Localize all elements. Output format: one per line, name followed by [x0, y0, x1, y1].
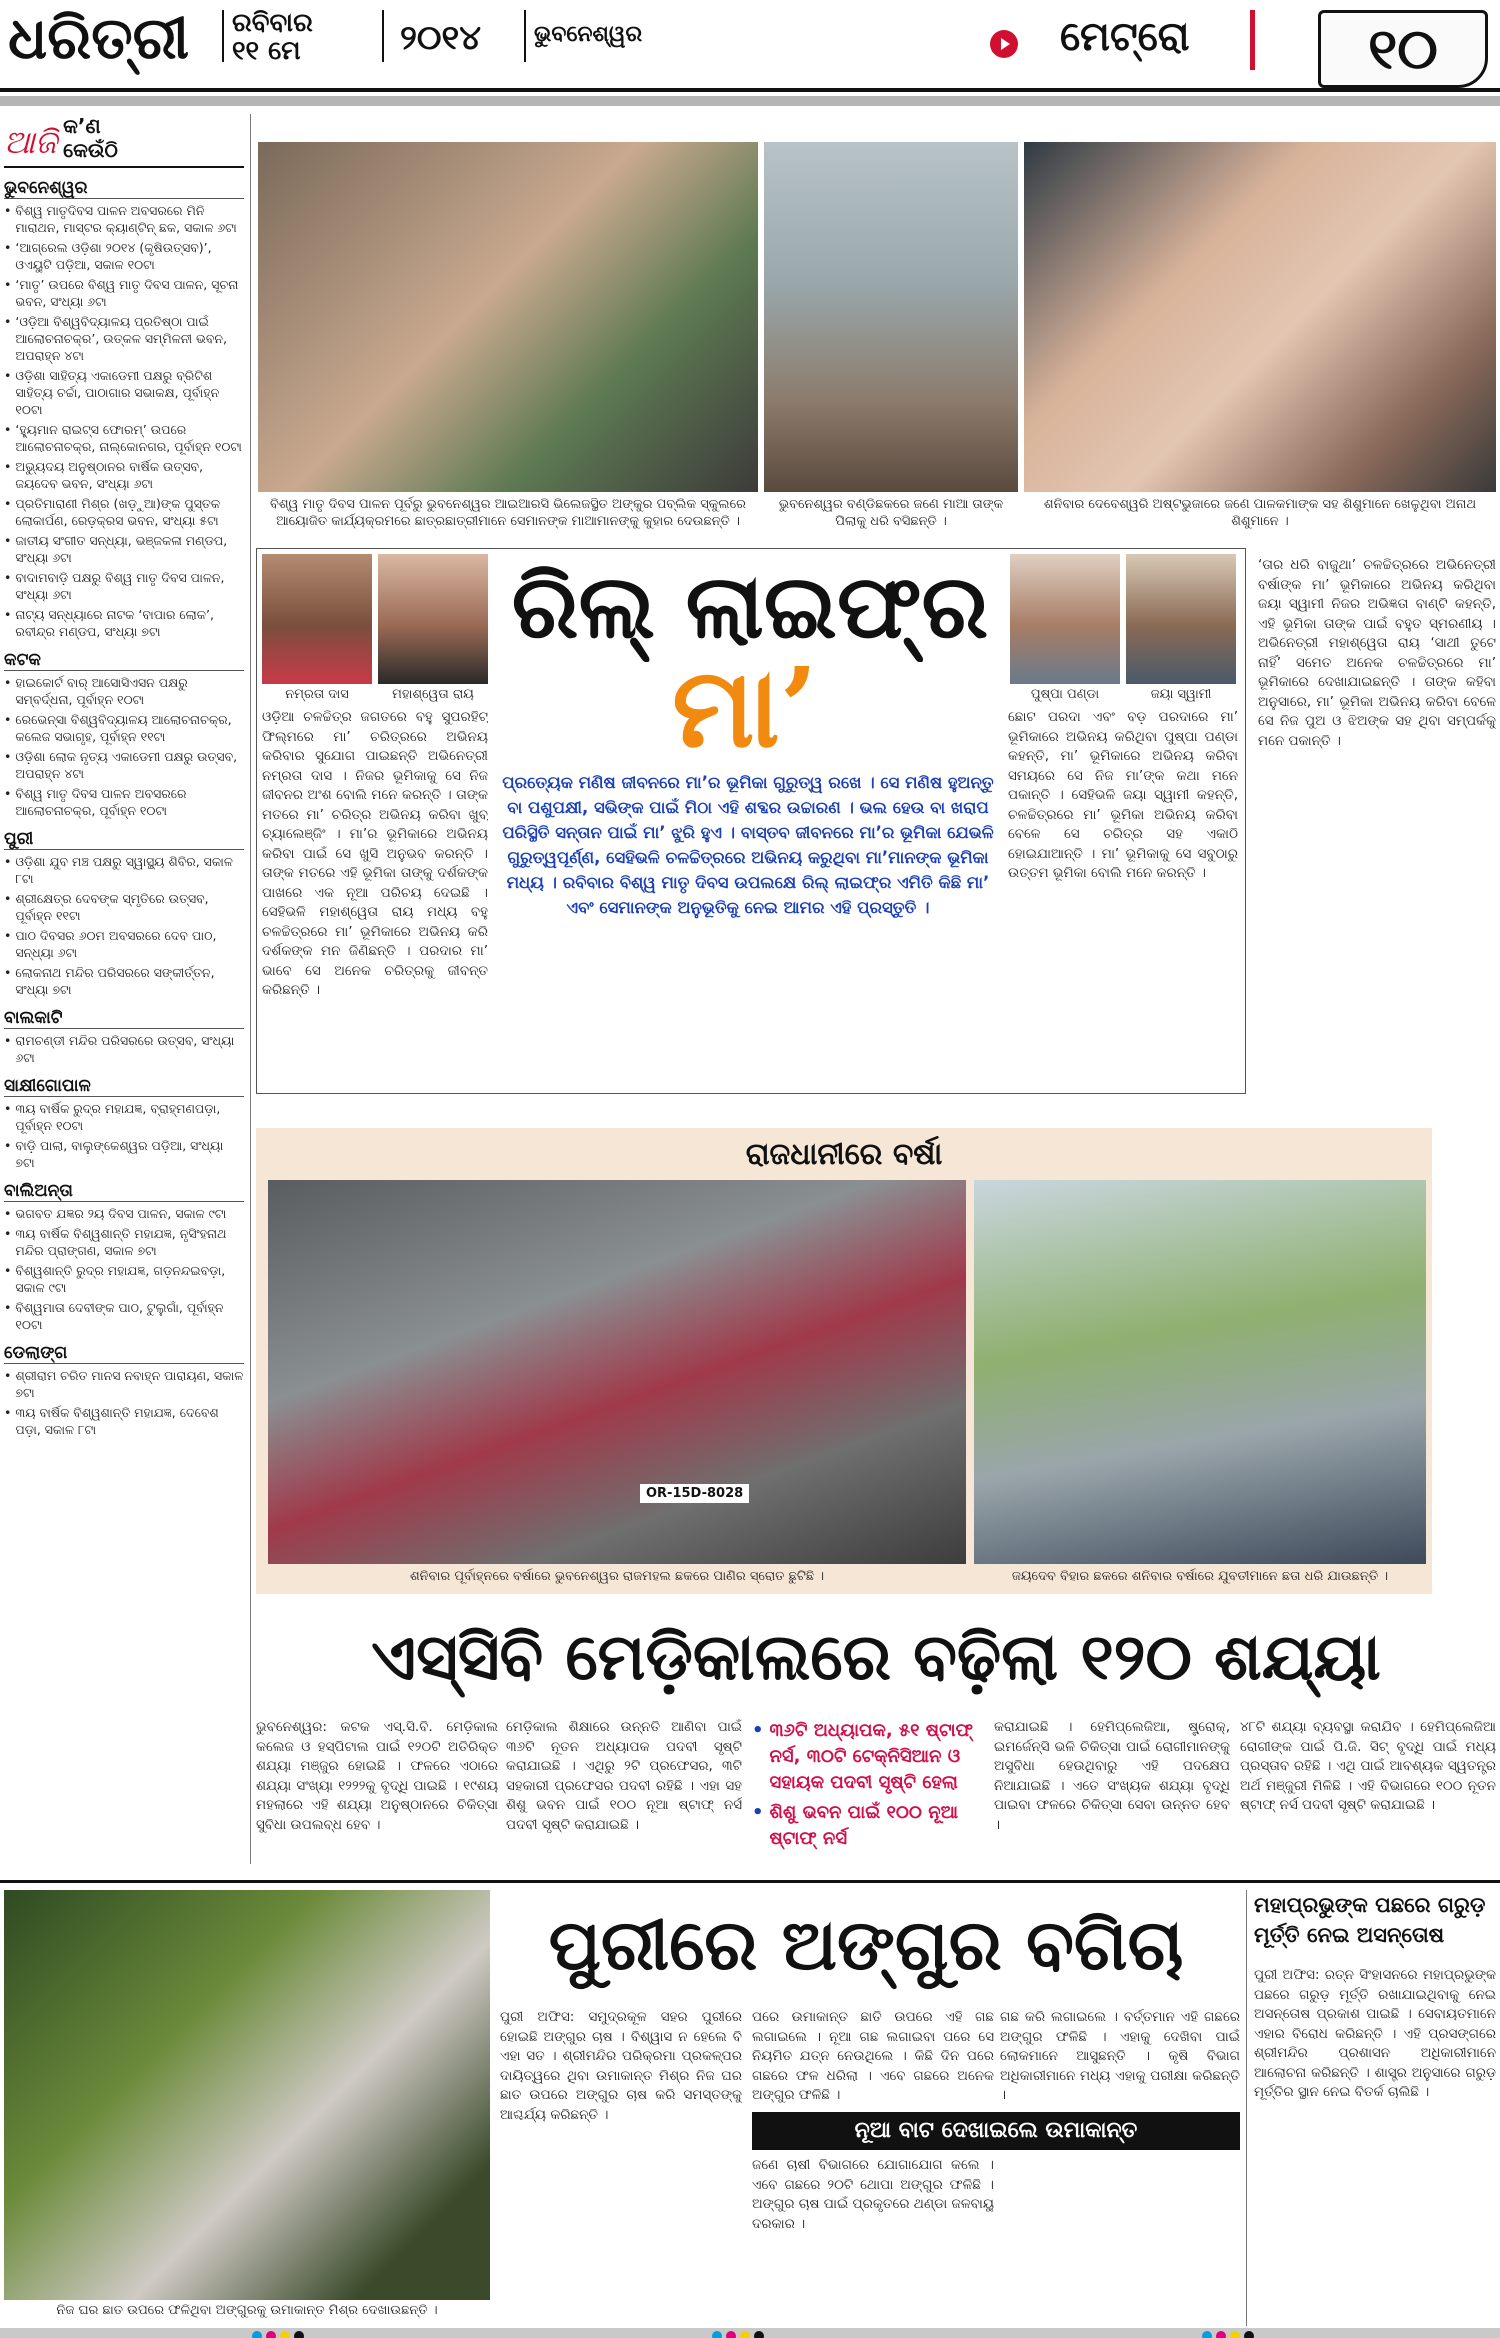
scb-highlight: ଶିଶୁ ଭବନ ପାଇଁ ୧୦୦ ନୂଆ ଷ୍ଟାଫ୍ ନର୍ସ [769, 1802, 959, 1849]
section-accent-bar [1250, 10, 1255, 70]
sidebar-event-item [4, 367, 244, 418]
bullet-icon: • [4, 712, 12, 727]
sidebar-event-text: ଶ୍ରୀରାମ ଚରିତ ମାନସ ନବାହ୍ନ ପାରାୟଣ, ସକାଳ ୭ଟା [15, 1368, 244, 1400]
vehicle-plate: OR-15D-8028 [640, 1484, 749, 1503]
sidebar-event-item [4, 569, 244, 603]
sidebar-event-text: ଓଡ଼ିଶା ସାହିତ୍ୟ ଏକାଡେମୀ ପକ୍ଷରୁ ବ୍ରିଟିଶ ସାହିତ୍ୟ ଚର୍ଚ୍ଚା, ପାଠାଗାର ସଭାକକ୍ଷ, ପୂର୍ବାହ୍ନ ୧୦ଟା [15, 368, 220, 417]
bullet-icon: • [4, 1405, 12, 1420]
portrait-name: ଜୟା ସ୍ୱାମୀ [1150, 687, 1212, 702]
bullet-icon: • [4, 314, 12, 329]
sidebar-event-text: ବାଡ଼ି ପାଲା, ବାଲୁଙ୍କେଶ୍ୱର ପଡ଼ିଆ, ସଂଧ୍ୟା ୭ଟା [15, 1138, 224, 1170]
masthead-logo: ଧରିତ୍ରୀ [8, 4, 190, 72]
photo-caption: ନିଜ ଘର ଛାତ ଉପରେ ଫଳିଥିବା ଅଙ୍ଗୁରକୁ ଉମାକାନ୍ତ ମିଶ୍ର ଦେଖାଉଛନ୍ତି । [56, 2303, 438, 2318]
sidebar-event-text: ଶ୍ରୀକ୍ଷେତ୍ର ଦେବଙ୍କ ସ୍ମୃତିରେ ଉତ୍ସବ, ପୂର୍ବାହ୍ନ ୧୧ଟା [15, 891, 209, 923]
sidebar-event-text: ଲୋକନାଥ ମନ୍ଦିର ପରିସରରେ ସଙ୍କୀର୍ତ୍ତନ, ସଂଧ୍ୟା ୭ଟା [15, 965, 215, 997]
sidebar-event-text: ଓଡ଼ିଶା ଯୁବ ମଞ୍ଚ ପକ୍ଷରୁ ସ୍ୱାସ୍ଥ୍ୟ ଶିବିର, ସକାଳ ୮ଟା [15, 854, 233, 886]
masthead-rule [0, 88, 1500, 92]
section-rule [0, 1880, 1500, 1883]
sidebar-event-text: ବାଦାମବାଡ଼ି ପକ୍ଷରୁ ବିଶ୍ୱ ମାତୃ ଦିବସ ପାଳନ, ସଂଧ୍ୟା ୬ଟା [15, 570, 225, 602]
sidebar-event-text: ‘ଆଗ୍ରେଲ ଓଡ଼ିଶା ୨୦୧୪ (କୃଷିଉତ୍ସବ)’, ଓଏୟୁଟି ପଡ଼ିଆ, ସକାଳ ୧୦ଟା [15, 240, 212, 272]
sidebar-event-text: ରେଭେନ୍ସା ବିଶ୍ୱବିଦ୍ୟାଳୟ ଆଲୋଚନାଚକ୍ର, କଲେଜ ସଭାଗୃହ, ପୂର୍ବାହ୍ନ ୧୧ଟା [15, 712, 232, 744]
bullet-icon: • [4, 786, 12, 801]
feature-column-left: ଓଡ଼ିଆ ଚଳଚ୍ଚିତ୍ର ଜଗତରେ ବହୁ ସୁପରହିଟ୍ ଫିଲ୍ମରେ ମା’ ଚରିତ୍ରରେ ଅଭିନୟ କରିବାର ସୁଯୋଗ ପାଇଛନ୍ତି ଅଭିନେତ୍ରୀ ନମ୍ରତା ଦାସ । ନିଜର ଭୂମିକାକୁ ସେ ନିଜ ଜୀବନର ଅଂଶ ବୋଲି ମନେ କରନ୍ତି । ତାଙ୍କ ମତରେ ମା’ ଚରିତ୍ର ଅଭିନୟ କରିବା ଖୁବ୍ ଚ୍ୟାଲେଞ୍ଜିଂ । ମା’ର ଭୂମିକାରେ ଅଭିନୟ କରିବା ପାଇଁ ସେ ଖୁସି ଅନୁଭବ କରନ୍ତି । ତାଙ୍କ ମତରେ ଏହି ଭୂମିକା ତାଙ୍କୁ ଦର୍ଶକଙ୍କ ପାଖରେ ଏକ ନୂଆ ପରିଚୟ ଦେଇଛି । ସେହିଭଳି ମହାଶ୍ୱେତା ରାୟ ମଧ୍ୟ ବହୁ ଚଳଚ୍ଚିତ୍ରରେ ମା’ ଭୂମିକାରେ ଅଭିନୟ କରି ଦର୍ଶକଙ୍କ ମନ ଜିଣିଛନ୍ତି । ପରଦାର ମା’ ଭାବେ ସେ ଅନେକ ଚରିତ୍ରକୁ ଜୀବନ୍ତ କରିଛନ୍ତି । [262, 709, 488, 998]
photo-caption: ଜୟଦେବ ବିହାର ଛକରେ ଶନିବାର ବର୍ଷାରେ ଯୁବତୀମାନେ ଛତା ଧରି ଯାଉଛନ୍ତି । [1011, 1569, 1389, 1584]
bullet-icon: • [4, 422, 12, 437]
bullet-icon: • [4, 1263, 12, 1278]
sidebar-event-item [4, 495, 244, 529]
sidebar-section-heading: ପୁରୀ [4, 829, 244, 850]
sidebar-event-text: ନାଟ୍ୟ ସନ୍ଧ୍ୟାରେ ନାଟକ ‘ବାପାର ଲୋକ’, ରବୀନ୍ଦ୍ର ମଣ୍ଡପ, ସଂଧ୍ୟା ୭ଟା [15, 607, 214, 639]
sidebar-event-item [4, 1137, 244, 1171]
feature-headline: ରିଲ୍ ଲାଇଫ୍‌ର [511, 555, 989, 658]
bullet-icon: • [4, 203, 12, 218]
bullet-icon: • [4, 607, 12, 622]
sidebar-event-item [4, 1367, 244, 1401]
portrait-name: ମହାଶ୍ୱେତା ରାୟ [392, 687, 474, 702]
sidebar-title-main: କ’ଣ [63, 114, 101, 138]
feature-column-far-right: ‘ତାର ଧରି ବାଜୁଥା’ ଚଳଚ୍ଚିତ୍ରରେ ଅଭିନେତ୍ରୀ ବର୍ଷାଙ୍କ ମା’ ଭୂମିକାରେ ଅଭିନୟ କରିଥିବା ଜୟା ସ୍ୱାମୀ ନିଜର ଅଭିଜ୍ଞତା ବାଣ୍ଟି କହନ୍ତି, ଏହି ଭୂମିକା ତାଙ୍କ ପାଇଁ ବହୁତ ସ୍ମରଣୀୟ । ଅଭିନେତ୍ରୀ ମହାଶ୍ୱେତା ରାୟ ‘ସାଥୀ ତୁଟେ ନାହିଁ’ ସମେତ ଅନେକ ଚଳଚ୍ଚିତ୍ରରେ ମା’ ଭୂମିକାରେ ଦେଖାଯାଇଛନ୍ତି । ତାଙ୍କ କହିବା ଅନୁସାରେ, ମା’ ଭୂମିକା ଅଭିନୟ କରିବା ବେଳେ ସେ ନିଜ ପୁଅ ଓ ଝିଅଙ୍କ ସହ ଥିବା ସମ୍ପର୍କକୁ ମନେ ପକାନ୍ତି । [1258, 557, 1496, 749]
masthead-city: ଭୁବନେଶ୍ୱର [534, 22, 643, 47]
feature-headline-mother: ମା’ [672, 648, 818, 768]
sidebar-event-text: ‘ଓଡ଼ିଆ ବିଶ୍ୱବିଦ୍ୟାଳୟ ପ୍ରତିଷ୍ଠା ପାଇଁ ଆଲୋଚନାଚକ୍ର’, ଉତ୍କଳ ସମ୍ମିଳନୀ ଭବନ, ଅପରାହ୍ନ ୪ଟା [15, 314, 227, 363]
photo-caption: ଶନିବାର ପୂର୍ବାହ୍ନରେ ବର୍ଷାରେ ଭୁବନେଶ୍ୱର ରାଜମହଲ ଛକରେ ପାଣିର ସ୍ରୋତ ଛୁଟିଛି । [409, 1569, 825, 1584]
bullet-icon: • [4, 965, 12, 980]
sidebar-event-item [4, 1299, 244, 1333]
scb-column: ଭୁବନେଶ୍ୱର: କଟକ ଏସ୍‌.ସି.ବି. ମେଡ଼ିକାଲ କଲେଜ ଓ ହସ୍ପିଟାଲ ପାଇଁ ୧୨୦ଟି ଅତିରିକ୍ତ ଶଯ୍ୟା ମଞ୍ଜୁର ହୋଇଛି । ଫଳରେ ଏଠାରେ ଶଯ୍ୟା ସଂଖ୍ୟା ୧୨୨୨କୁ ବୃଦ୍ଧି ପାଇଛି । ୧୯ଶୟ ମହଲାରେ ଏହି ଶଯ୍ୟା ଅନୁଷ୍ଠାନରେ ଚିକିତ୍ସା ସୁବିଧା ଉପଲବ୍ଧ ହେବ । [256, 1719, 498, 1833]
sidebar-section-heading: ଭୁବନେଶ୍ୱର [4, 178, 244, 199]
column-divider [1246, 1890, 1247, 2326]
orphan-children-photo [1024, 142, 1496, 492]
portrait-photo [378, 554, 488, 684]
masthead-date: ୧୧ ମେ [232, 36, 301, 66]
bullet-icon: • [4, 1138, 12, 1153]
school-mothers-photo [258, 142, 758, 492]
sidebar-section-heading: ବାଲକାଟି [4, 1008, 244, 1029]
photo-caption: ଶନିବାର ଦେବେଶ୍ୱରି ଅଷ୍ଟଭୁଜାରେ ଜଣେ ପାଳକମାଙ୍କ ସହ ଶିଶୁମାନେ ଖେଳୁଥିବା ଅନାଥ ଶିଶୁମାନେ । [1043, 497, 1477, 529]
sidebar-event-item [4, 890, 244, 924]
sidebar-section-heading: କଟକ [4, 650, 244, 671]
bullet-icon: • [752, 1802, 764, 1823]
sidebar-event-item [4, 927, 244, 961]
sidebar-event-text: ‘ମାତୃ’ ଉପରେ ବିଶ୍ୱ ମାତୃ ଦିବସ ପାଳନ, ସୂଚନା ଭବନ, ସଂଧ୍ୟା ୬ଟା [15, 277, 239, 309]
sidebar-event-item [4, 458, 244, 492]
bullet-icon: • [752, 1720, 764, 1741]
bullet-icon: • [4, 749, 12, 764]
registration-marks [1200, 2326, 1270, 2338]
sidebar-event-item [4, 1032, 244, 1066]
sidebar-event-item [4, 1100, 244, 1134]
portrait-photo [1010, 554, 1120, 684]
bullet-icon: • [4, 1226, 12, 1241]
sidebar-sections [4, 178, 244, 1438]
bullet-icon: • [4, 675, 12, 690]
masthead-year: ୨୦୧୪ [400, 18, 482, 58]
sidebar-event-item [4, 1404, 244, 1438]
sidebar-event-text: ଭଗବତ ଯଜ୍ଞର ୨ୟ ଦିବସ ପାଳନ, ସକାଳ ୯ଟା [15, 1206, 227, 1221]
registration-marks [250, 2326, 320, 2338]
bullet-icon: • [4, 1033, 12, 1048]
bullet-icon: • [4, 1101, 12, 1116]
bullet-icon: • [4, 1368, 12, 1383]
sidebar-event-item [4, 276, 244, 310]
sidebar-event-item [4, 202, 244, 236]
sidebar-event-item [4, 606, 244, 640]
grape-garden-photo [4, 1890, 490, 2300]
sidebar-event-text: ରାମଚଣ୍ଡୀ ମନ୍ଦିର ପରିସରରେ ଉତ୍ସବ, ସଂଧ୍ୟା ୬ଟା [15, 1033, 235, 1065]
sidebar-event-text: ୩ୟ ବାର୍ଷିକ ବିଶ୍ୱଶାନ୍ତି ମହାଯଜ୍ଞ, ଦେବେଶ ପଡ଼ା, ସକାଳ ୮ଟା [15, 1405, 219, 1437]
sidebar-event-item [4, 1205, 244, 1222]
bullet-icon: • [4, 533, 12, 548]
scb-column: ୪୮ଟି ଶଯ୍ୟା ବ୍ୟବସ୍ଥା କରାଯିବ । ହେମିପ୍ଲେଜିଆ ରୋଗୀଙ୍କ ପାଇଁ ପି.ଜି. ସିଟ୍ ବୃଦ୍ଧି ପାଇଁ ମଧ୍ୟ ପ୍ରସ୍ତାବ ରହିଛି । ଏଥି ପାଇଁ ଆବଶ୍ୟକ ସ୍ୱତନ୍ତ୍ର ଅର୍ଥ ମଞ୍ଜୁରୀ ମିଳିଛି । ଏହି ବିଭାଗରେ ୧୦୦ ନୂତନ ଷ୍ଟାଫ୍ ନର୍ସ ପଦବୀ ସୃଷ୍ଟି କରାଯାଇଛି । [1240, 1719, 1496, 1813]
sidebar-event-text: ବିଶ୍ୱ ମାତୃ ଦିବସ ପାଳନ ଅବସରରେ ଆଲୋଚନାଚକ୍ର, ପୂର୍ବାହ୍ନ ୧୦ଟା [15, 786, 187, 818]
bullet-icon: • [4, 368, 12, 383]
masthead-divider [382, 10, 384, 62]
bullet-icon: • [4, 1206, 12, 1221]
portrait-photo [262, 554, 372, 684]
sidebar-event-item [4, 785, 244, 819]
sidebar-title-sub: କେଉଁଠି [63, 138, 118, 162]
bullet-icon: • [4, 854, 12, 869]
sidebar-event-item [4, 1225, 244, 1259]
bullet-icon: • [4, 277, 12, 292]
sidebar-event-text: ଓଡ଼ିଶା ଲୋକ ନୃତ୍ୟ ଏକାଡେମୀ ପକ୍ଷରୁ ଉତ୍ସବ, ଅପରାହ୍ନ ୪ଟା [15, 749, 238, 781]
sidebar-event-item [4, 964, 244, 998]
sidebar-event-text: ୩ୟ ବାର୍ଷିକ ବିଶ୍ୱଶାନ୍ତି ମହାଯଜ୍ଞ, ନୃସିଂହନାଥ ମନ୍ଦିର ପ୍ରାଙ୍ଗଣ, ସକାଳ ୭ଟା [15, 1226, 227, 1258]
sidebar-section-heading: ଡେଲାଙ୍ଗ [4, 1343, 244, 1364]
portrait-name: ନମ୍ରତା ଦାସ [285, 687, 349, 702]
registration-marks [710, 2326, 780, 2338]
bullet-icon: • [4, 496, 12, 511]
sidebar-divider [250, 114, 251, 1864]
section-bullet-icon [990, 30, 1018, 58]
puri-column: ପୁରୀ ଅଫିସ: ସମୁଦ୍ରକୂଳ ସହର ପୁରୀରେ ହୋଇଛି ଅଙ୍ଗୁର ଚାଷ । ବିଶ୍ୱାସ ନ ହେଲେ ବି ଏହା ସତ । ଶ୍ରୀମନ୍ଦିର ପରିକ୍ରମା ପ୍ରକଳ୍ପର ଦାୟିତ୍ୱରେ ଥିବା ଉମାକାନ୍ତ ମିଶ୍ର ନିଜ ଘର ଛାତ ଉପରେ ଅଙ୍ଗୁର ଚାଷ କରି ସମସ୍ତଙ୍କୁ ଆଶ୍ଚର୍ଯ୍ୟ କରିଛନ୍ତି । [500, 2009, 742, 2123]
masthead-divider [222, 10, 224, 62]
page-number: ୧୦ [1318, 10, 1488, 88]
puri-subhead: ନୂଆ ବାଟ ଦେଖାଇଲେ ଉମାକାନ୍ତ [752, 2112, 1240, 2150]
bullet-icon: • [4, 928, 12, 943]
events-sidebar [4, 114, 244, 1864]
mother-child-photo [764, 142, 1018, 492]
scb-headline: ଏସ୍‌ସିବି ମେଡ଼ିକାଲରେ ବଢ଼ିଲା ୧୨୦ ଶଯ୍ୟା [371, 1621, 1381, 1695]
sidebar-event-item [4, 711, 244, 745]
rain-title: ରାଜଧାନୀରେ ବର୍ଷା [745, 1137, 943, 1172]
rain-traffic-photo [268, 1180, 966, 1564]
feature-column-right: ଛୋଟ ପରଦା ଏବଂ ବଡ଼ ପରଦାରେ ମା’ ଭୂମିକାରେ ଅଭିନୟ କରିଥିବା ପୁଷ୍ପା ପଣ୍ଡା କହନ୍ତି, ମା’ ଭୂମିକାରେ ଅଭିନୟ କରିବା ସମୟରେ ସେ ନିଜ ମା’ଙ୍କ କଥା ମନେ ପକାନ୍ତି । ସେହିଭଳି ଜୟା ସ୍ୱାମୀ କହନ୍ତି, ଚଳଚ୍ଚିତ୍ରରେ ମା’ ଭୂମିକା ଅଭିନୟ କରିବା ବେଳେ ସେ ଚରିତ୍ର ସହ ଏକାଠି ହୋଇଯାଆନ୍ତି । ମା’ ଭୂମିକାକୁ ସେ ସବୁଠାରୁ ଉତ୍ତମ ଭୂମିକା ବୋଲି ମନେ କରନ୍ତି । [1008, 709, 1238, 881]
masthead-day: ରବିବାର [232, 8, 313, 38]
sidebar-title-script: ଆଜି [4, 123, 58, 161]
masthead-grey-band [0, 96, 1500, 106]
photo-caption: ବିଶ୍ୱ ମାତୃ ଦିବସ ପାଳନ ପୂର୍ବରୁ ଭୁବନେଶ୍ୱର ଆଇଆରସି ଭିଲେଜସ୍ଥିତ ଅଙ୍କୁର ପବ୍ଲିକ ସ୍କୁଲରେ ଆୟୋଜିତ କାର୍ଯ୍ୟକ୍ରମରେ ଛାତ୍ରଛାତ୍ରୀମାନେ ସେମାନଙ୍କ ମାଆମାନଙ୍କୁ କୁହାର ଦେଉଛନ୍ତି । [270, 497, 746, 529]
rain-umbrella-photo [974, 1180, 1426, 1564]
bullet-icon: • [4, 570, 12, 585]
sidebar-event-item [4, 853, 244, 887]
section-title: ମେଟ୍ରୋ [1060, 14, 1190, 60]
sidebar-event-item [4, 674, 244, 708]
portrait-photo [1126, 554, 1236, 684]
sidebar-section-heading: ବାଲିଅନ୍ତା [4, 1181, 244, 1202]
sidebar-event-item [4, 239, 244, 273]
sidebar-event-text: ହାଇକୋର୍ଟ ବାର୍ ଆସୋସିଏସନ ପକ୍ଷରୁ ସମ୍ବର୍ଦ୍ଧନା, ପୂର୍ବାହ୍ନ ୧୦ଟା [15, 675, 188, 707]
sidebar-event-item [4, 748, 244, 782]
bullet-icon: • [4, 240, 12, 255]
bullet-icon: • [4, 891, 12, 906]
photo-caption: ଭୁବନେଶ୍ୱର ବଣ୍ଡିଛକରେ ଜଣେ ମାଆ ତାଙ୍କ ପିଲାକୁ ଧରି ବସିଛନ୍ତି । [778, 497, 1004, 529]
bullet-icon: • [4, 459, 12, 474]
bullet-icon: • [4, 1300, 12, 1315]
scb-highlights [752, 1718, 984, 1868]
sidebar-event-text: ଜାତୀୟ ସଂଗୀତ ସନ୍ଧ୍ୟା, ଭଞ୍ଜକଳା ମଣ୍ଡପ, ସଂଧ୍ୟା ୬ଟା [15, 533, 228, 565]
sidebar-section-heading: ସାକ୍ଷୀଗୋପାଳ [4, 1076, 244, 1097]
sidebar-event-text: ବିଶ୍ୱ ମାତୃଦିବସ ପାଳନ ଅବସରରେ ମିନି ମାରାଥନ, ମାସ୍ଟର କ୍ୟାଣ୍ଟିନ୍ ଛକ, ସକାଳ ୬ଟା [15, 203, 237, 235]
feature-intro: ପ୍ରତ୍ୟେକ ମଣିଷ ଜୀବନରେ ମା’ର ଭୂମିକା ଗୁରୁତ୍ୱ ରଖେ । ସେ ମଣିଷ ହୁଅନ୍ତୁ ବା ପଶୁପକ୍ଷୀ, ସଭିଙ୍କ ପାଇଁ ମିଠା ଏହି ଶବ୍ଦର ଉଚ୍ଚାରଣ । ଭଲ ହେଉ ବା ଖରାପ ପରିସ୍ଥିତି ସନ୍ତାନ ପାଇଁ ମା’ ଝୁରି ହୁଏ । ବାସ୍ତବ ଜୀବନରେ ମା’ର ଭୂମିକା ଯେଭଳି ଗୁରୁତ୍ୱପୂର୍ଣ୍ଣ, ସେହିଭଳି ଚଳଚ୍ଚିତ୍ରରେ ଅଭିନୟ କରୁଥିବା ମା’ମାନଙ୍କ ଭୂମିକା ମଧ୍ୟ । ରବିବାର ବିଶ୍ୱ ମାତୃ ଦିବସ ଉପଲକ୍ଷେ ରିଲ୍ ଲାଇଫ୍‌ର ଏମିତି କିଛି ମା’ ଏବଂ ସେମାନଙ୍କ ଅନୁଭୂତିକୁ ନେଇ ଆମର ଏହି ପ୍ରସ୍ତୁତି । [502, 773, 994, 917]
sidebar-event-text: ବିଶ୍ୱମାତା ଦେବୀଙ୍କ ପାଠ, ଟୁଲୁଗାଁ, ପୂର୍ବାହ୍ନ ୧୦ଟା [15, 1300, 224, 1332]
sidebar-event-item [4, 532, 244, 566]
scb-highlight: ୩୬ଟି ଅଧ୍ୟାପକ, ୫୧ ଷ୍ଟାଫ୍ ନର୍ସ, ୩୦ଟି ଟେକ୍ନିସିଆନ ଓ ସହାୟକ ପଦବୀ ସୃଷ୍ଟି ହେଲା [769, 1720, 973, 1793]
portrait-name: ପୁଷ୍ପା ପଣ୍ଡା [1030, 687, 1100, 702]
sidebar-event-text: ୩ୟ ବାର୍ଷିକ ରୁଦ୍ର ମହାଯଜ୍ଞ, ବ୍ରାହ୍ମଣପଡ଼ା, ପୂର୍ବାହ୍ନ ୧୦ଟା [15, 1101, 221, 1133]
sidebar-event-text: ‘ହ୍ୟୁମାନ ରାଇଟ୍‌ସ ଫୋରମ୍‌’ ଉପରେ ଆଲୋଚନାଚକ୍ର, ନାଲ୍‌କୋନଗର, ପୂର୍ବାହ୍ନ ୧୦ଟା [15, 422, 242, 454]
mahaprabhu-headline: ମହାପ୍ରଭୁଙ୍କ ପଛରେ ଗରୁଡ଼ ମୂର୍ତ୍ତି ନେଇ ଅସନ୍ତୋଷ [1254, 1893, 1486, 1947]
puri-column: ପରେ ଉମାକାନ୍ତ ଛାତି ଉପରେ ଏହି ଗଛ ଲଗାଇଲେ । ନୂଆ ଗଛ ଲଗାଇବା ପରେ ସେ ନିୟମିତ ଯତ୍ନ ନେଉଥିଲେ । କିଛି ଦିନ ପରେ ଗଛରେ ଫଳ ଧରିଲା । ଏବେ ଗଛରେ ଅନେକ ଅଙ୍ଗୁର ଫଳିଛି । [752, 2009, 994, 2103]
puri-column: ଜଣେ ଚାଷୀ ବିଭାଗରେ ଯୋଗାଯୋଗ କଲେ । ଏବେ ଗଛରେ ୨୦ଟି ଥୋପା ଅଙ୍ଗୁର ଫଳିଛି । ଅଙ୍ଗୁର ଚାଷ ପାଇଁ ପ୍ରକୃତରେ ଥଣ୍ଡା ଜଳବାୟୁ ଦରକାର । [752, 2157, 994, 2232]
puri-headline: ପୁରୀରେ ଅଙ୍ଗୁର ବଗିଚା [548, 1904, 1184, 1986]
masthead-divider [524, 10, 526, 62]
scb-column: ମେଡ଼ିକାଲ ଶିକ୍ଷାରେ ଉନ୍ନତି ଆଣିବା ପାଇଁ ୩୬ଟି ନୂତନ ଅଧ୍ୟାପକ ପଦବୀ ସୃଷ୍ଟି କରାଯାଇଛି । ଏଥିରୁ ୨ଟି ପ୍ରଫେସର, ୩ଟି ସହକାରୀ ପ୍ରଫେସର ପଦବୀ ରହିଛି । ଏହା ସହ ଶିଶୁ ଭବନ ପାଇଁ ୧୦୦ ନୂଆ ଷ୍ଟାଫ୍ ନର୍ସ ପଦବୀ ସୃଷ୍ଟି କରାଯାଇଛି । [506, 1719, 742, 1833]
puri-column: ଗଛ କରି ଲଗାଇଲେ । ବର୍ତ୍ତମାନ ଏହି ଗଛରେ ଅଙ୍ଗୁର ଫଳିଛି । ଏହାକୁ ଦେଖିବା ପାଇଁ ଲୋକମାନେ ଆସୁଛନ୍ତି । କୃଷି ବିଭାଗ ଅଧିକାରୀମାନେ ମଧ୍ୟ ଏହାକୁ ପରୀକ୍ଷା କରିଛନ୍ତି । [1000, 2009, 1240, 2103]
sidebar-event-item [4, 421, 244, 455]
sidebar-event-text: ଅଭ୍ୟୁଦୟ ଅନୁଷ୍ଠାନର ବାର୍ଷିକ ଉତ୍ସବ, ଜୟଦେବ ଭବନ, ସଂଧ୍ୟା ୬ଟା [15, 459, 204, 491]
scb-column: କରାଯାଇଛି । ହେମିପ୍ଲେଜିଆ, ଷ୍ଟ୍ରୋକ୍, ଇମର୍ଜେନ୍ସି ଭଳି ଚିକିତ୍ସା ପାଇଁ ରୋଗୀମାନଙ୍କୁ ଅସୁବିଧା ହେଉଥିବାରୁ ଏହି ପଦକ୍ଷେପ ନିଆଯାଇଛି । ଏତେ ସଂଖ୍ୟକ ଶଯ୍ୟା ବୃଦ୍ଧି ପାଇବା ଫଳରେ ଚିକିତ୍ସା ସେବା ଉନ୍ନତ ହେବ । [994, 1719, 1230, 1833]
sidebar-event-item [4, 1262, 244, 1296]
sidebar-event-text: ପ୍ରତିମାରାଣୀ ମିଶ୍ର (ଖଡ଼ୁଆ)ଙ୍କ ପୁସ୍ତକ ଲୋକାର୍ପଣ, ରେଡ଼କ୍ରସ ଭବନ, ସଂଧ୍ୟା ୫ଟା [15, 496, 221, 528]
mahaprabhu-body: ପୁରୀ ଅଫିସ: ରତ୍ନ ସିଂହାସନରେ ମହାପ୍ରଭୁଙ୍କ ପଛରେ ଗରୁଡ଼ ମୂର୍ତ୍ତି ରଖାଯାଇଥିବାକୁ ନେଇ ଅସନ୍ତୋଷ ପ୍ରକାଶ ପାଇଛି । ସେବାୟତମାନେ ଏହାର ବିରୋଧ କରିଛନ୍ତି । ଏହି ପ୍ରସଙ୍ଗରେ ଶ୍ରୀମନ୍ଦିର ପ୍ରଶାସନ ଅଧିକାରୀମାନେ ଆଲୋଚନା କରିଛନ୍ତି । ଶାସ୍ତ୍ର ଅନୁସାରେ ଗରୁଡ଼ ମୂର୍ତ୍ତିର ସ୍ଥାନ ନେଇ ବିତର୍କ ଚାଲିଛି । [1254, 1967, 1496, 2100]
sidebar-event-text: ବିଶ୍ୱଶାନ୍ତି ରୁଦ୍ର ମହାଯଜ୍ଞ, ଗଡ଼ନନ୍ଦଇବଡ଼ା, ସକାଳ ୯ଟା [15, 1263, 226, 1295]
sidebar-event-item [4, 313, 244, 364]
sidebar-event-text: ପାଠ ଦିବସର ୬୦ମ ଅବସରରେ ଦେବ ପାଠ, ସନ୍ଧ୍ୟା ୬ଟା [15, 928, 217, 960]
